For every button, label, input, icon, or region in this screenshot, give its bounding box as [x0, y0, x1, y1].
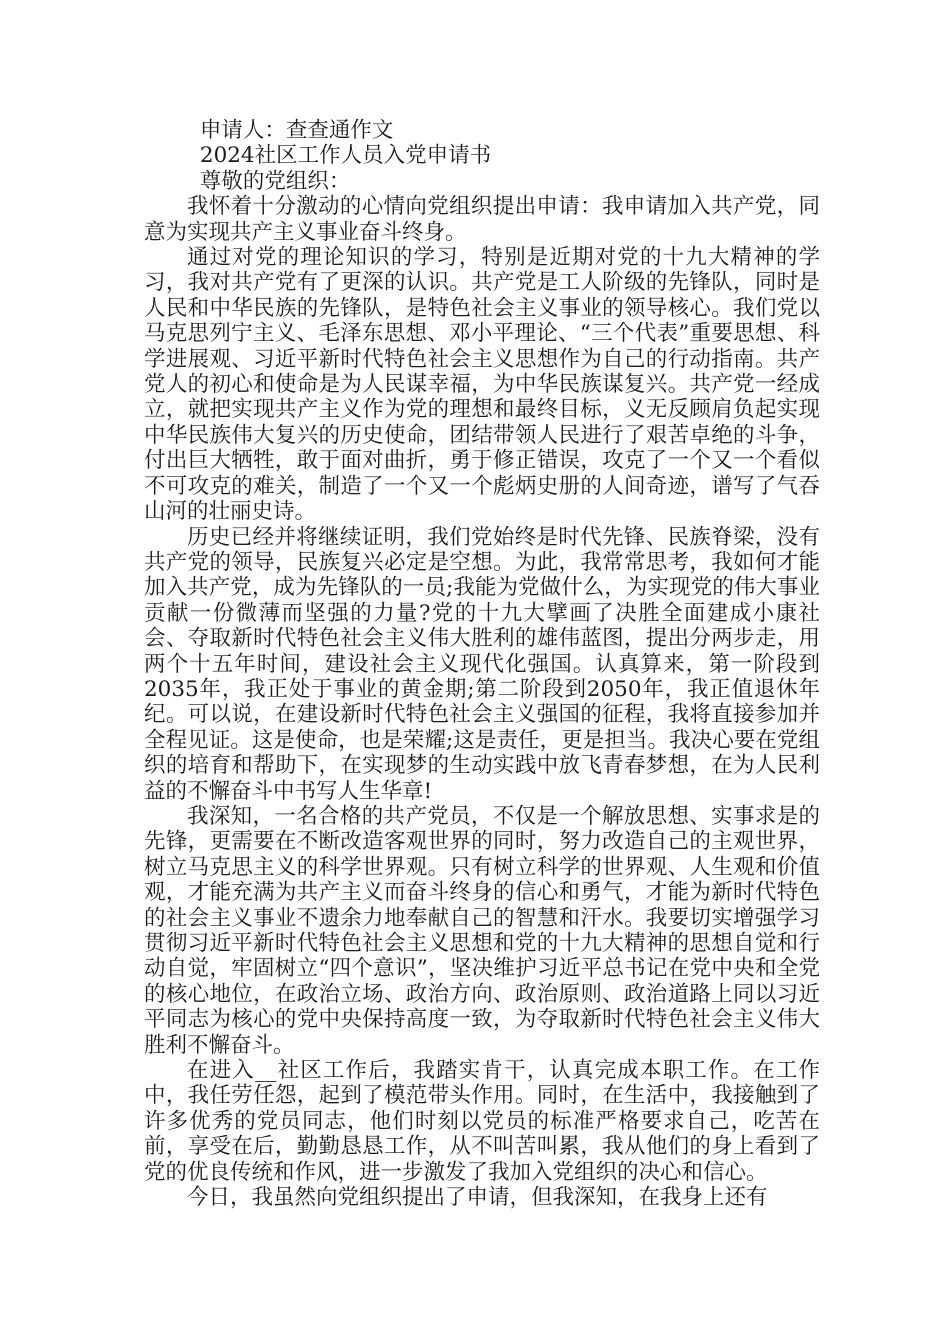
document-body: [144, 118, 820, 1210]
paragraph-2: 通过对党的理论知识的学习，特别是近期对党的十九大精神的学习，我对共产党有了更深的认识。共产党是工人阶级的先锋队，同时是人民和中华民族的先锋队，是特色社会主义事业的领导核心。我们党以马克思列宁主义、毛泽东思想、邓小平理论、“三个代表”重要思想、科学进展观、习近平新时代特色社会主义思想作为自己的行动指南。共产党人的初心和使命是为人民谋幸福，为中华民族谋复兴。共产党一经成立，就把实现共产主义作为党的理想和最终目标，义无反顾肩负起实现中华民族伟大复兴的历史使命，团结带领人民进行了艰苦卓绝的斗争，付出巨大牺牲，敢于面对曲折，勇于修正错误，攻克了一个又一个看似不可攻克的难关，制造了一个又一个彪炳史册的人间奇迹，谱写了气吞山河的壮丽史诗。: [144, 245, 820, 525]
salutation: 尊敬的党组织：: [199, 168, 351, 194]
paragraph-4: 我深知，一名合格的共产党员，不仅是一个解放思想、实事求是的先锋，更需要在不断改造客观世界的同时，努力改造自己的主观世界，树立马克思主义的科学世界观。只有树立科学的世界观、人生观和价值观，才能充满为共产主义而奋斗终身的信心和勇气，才能为新时代特色的社会主义事业不遗余力地奉献自己的智慧和汗水。我要切实增强学习贯彻习近平新时代特色社会主义思想和党的十九大精神的思想自觉和行动自觉，牢固树立“四个意识”，坚决维护习近平总书记在党中央和全党的核心地位，在政治立场、政治方向、政治原则、政治道路上同以习近平同志为核心的党中央保持高度一致，为夺取新时代特色社会主义伟大胜利不懈奋斗。: [144, 803, 820, 1058]
paragraph-6: 今日，我虽然向党组织提出了申请，但我深知，在我身上还有: [187, 1185, 768, 1211]
document-title: 2024社区工作人员入党申请书: [199, 143, 492, 169]
paragraph-1: 我怀着十分激动的心情向党组织提出申请：我申请加入共产党，同意为实现共产主义事业奋斗终身。: [144, 194, 820, 245]
paragraph-5: 在进入__社区工作后，我踏实肯干，认真完成本职工作。在工作中，我任劳任怨，起到了模范带头作用。同时，在生活中，我接触到了许多优秀的党员同志，他们时刻以党员的标准严格要求自己，吃苦在前，享受在后，勤勤恳恳工作，从不叫苦叫累，我从他们的身上看到了党的优良传统和作风，进一步激发了我加入党组织的决心和信心。: [144, 1058, 820, 1185]
applicant-line: 申请人：查查通作文: [199, 118, 394, 143]
paragraph-3: 历史已经并将继续证明，我们党始终是时代先锋、民族脊梁，没有共产党的领导，民族复兴必定是空想。为此，我常常思考，我如何才能加入共产党，成为先锋队的一员;我能为党做什么，为实现党的伟大事业贡献一份微薄而坚强的力量?党的十九大擘画了决胜全面建成小康社会、夺取新时代特色社会主义伟大胜利的雄伟蓝图，提出分两步走，用两个十五年时间，建设社会主义现代化强国。认真算来，第一阶段到2035年，我正处于事业的黄金期;第二阶段到2050年，我正值退休年纪。可以说，在建设新时代特色社会主义强国的征程，我将直接参加并全程见证。这是使命，也是荣耀;这是责任，更是担当。我决心要在党组织的培育和帮助下，在实现梦的生动实践中放飞青春梦想，在为人民利益的不懈奋斗中书写人生华章!: [144, 524, 820, 804]
